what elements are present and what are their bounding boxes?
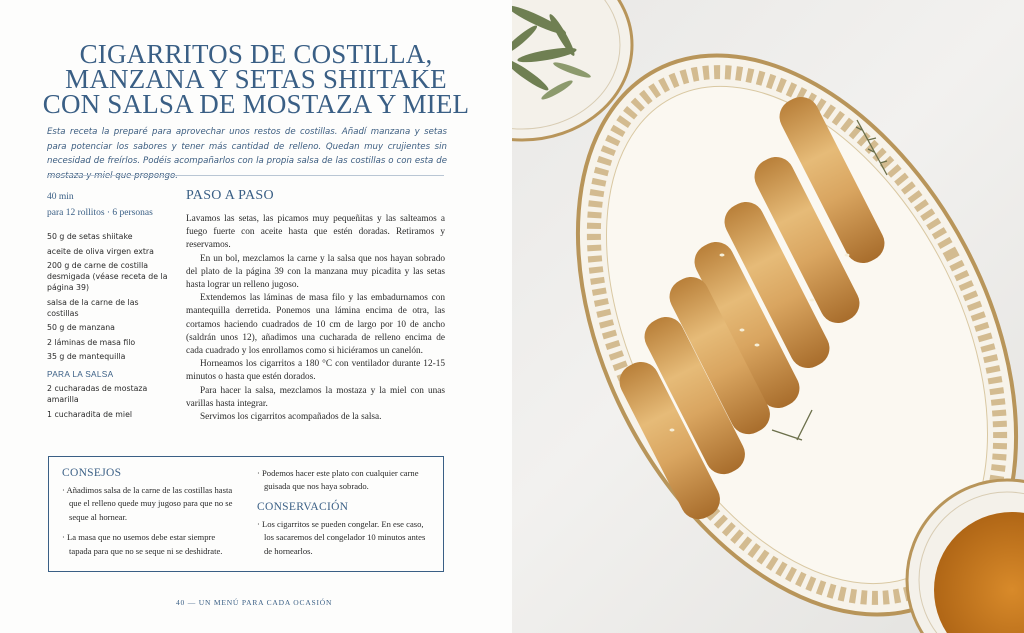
tip-item: · Podemos hacer este plato con cualquier carne guisada que nos haya sobrado. bbox=[257, 468, 419, 492]
steps-text bbox=[186, 213, 445, 424]
ingredient-item: 2 láminas de masa filo bbox=[47, 337, 136, 347]
step-paragraph: Horneamos los cigarritos a 180 °C con ventilador durante 12-15 minutos o hasta que estén dorados. bbox=[186, 359, 445, 383]
storage-item: · Los cigarritos se pueden congelar. En ese caso, los sacaremos del congelador 10 minutos antes de hornearlos. bbox=[257, 518, 426, 556]
sauce-heading: PARA LA SALSA bbox=[47, 369, 114, 379]
step-paragraph: Servimos los cigarritos acompañados de la salsa. bbox=[200, 412, 382, 423]
food-photo bbox=[512, 0, 1024, 633]
recipe-meta bbox=[47, 189, 153, 221]
tip-item: · La masa que no usemos debe estar siempre tapada para que no se seque ni se deshidrate. bbox=[62, 532, 223, 556]
steps-heading: PASO A PASO bbox=[186, 188, 274, 203]
divider bbox=[47, 175, 444, 176]
recipe-intro: Esta receta la preparé para aprovechar unos restos de costillas. Añadí manzana y setas para potenciar los sabores y tener más cantidad de relleno. Quedan muy crujientes sin necesidad de freírlos. Podéis acompañarlos con la propia salsa de las costillas o con esta de bbox=[47, 127, 447, 166]
page-footer: 40 — UN MENÚ PARA CADA OCASIÓN bbox=[176, 598, 333, 607]
tips-box bbox=[48, 456, 444, 572]
title-line-3: CON SALSA DE MOSTAZA Y MIEL bbox=[42, 89, 470, 119]
ingredient-item: aceite de oliva virgen extra bbox=[47, 246, 154, 256]
servings: para 12 rollitos · 6 personas bbox=[47, 208, 153, 218]
photo-page bbox=[512, 0, 1024, 633]
tips-column-2 bbox=[257, 467, 435, 565]
ingredient-list bbox=[47, 231, 172, 423]
recipe-title bbox=[40, 39, 472, 119]
tips-column-1 bbox=[62, 467, 239, 565]
tips-heading: CONSEJOS bbox=[62, 467, 122, 479]
storage-heading: CONSERVACIÓN bbox=[257, 500, 349, 513]
sauce-ingredient-item: 1 cucharadita de miel bbox=[47, 409, 133, 419]
ingredient-item: 50 g de manzana bbox=[47, 323, 115, 332]
ingredient-item: 35 g de mantequilla bbox=[47, 352, 126, 361]
step-paragraph: Lavamos las setas, las picamos muy pequeñitas y las salteamos a fuego fuerte con aceite hasta que estén doradas. Retiramos y reservamos. bbox=[186, 214, 445, 251]
tip-item: · Añadimos salsa de la carne de las costillas hasta que el relleno quede muy jugoso para que no se seque al hornear. bbox=[62, 485, 233, 522]
step-paragraph: Extendemos las láminas de masa filo y las embadurnamos con mantequilla derretida. Ponemos una lámina encima de otra, las cortamos haciendo cuadrados de 10 cm de largo por 10 de ancho (saldrán unos 12), añadimos una cucharada de relleno encima de cada cuadrado y los enrollamos como si hiciéramos un canelón. bbox=[186, 293, 445, 357]
step-paragraph: En un bol, mezclamos la carne y la salsa que nos hayan sobrado del plato de la página 39 con la manzana muy picadita y las setas hasta lograr un relleno jugoso. bbox=[186, 253, 445, 291]
ingredient-item: 50 g de setas shiitake bbox=[47, 232, 133, 241]
step-paragraph: Para hacer la salsa, mezclamos la mostaza y la miel con unas varillas hasta integrar. bbox=[186, 385, 445, 409]
title-line-2: MANZANA Y SETAS SHIITAKE bbox=[65, 64, 447, 94]
ingredient-item: salsa de la carne de las costillas bbox=[47, 297, 139, 318]
title-line-1: CIGARRITOS DE COSTILLA, bbox=[79, 39, 433, 69]
ingredient-item: 200 g de carne de costilla desmigada (véase receta de la página 39) bbox=[47, 261, 168, 292]
prep-time: 40 min bbox=[47, 192, 74, 202]
sauce-ingredient-item: 2 cucharadas de mostaza amarilla bbox=[47, 384, 148, 404]
